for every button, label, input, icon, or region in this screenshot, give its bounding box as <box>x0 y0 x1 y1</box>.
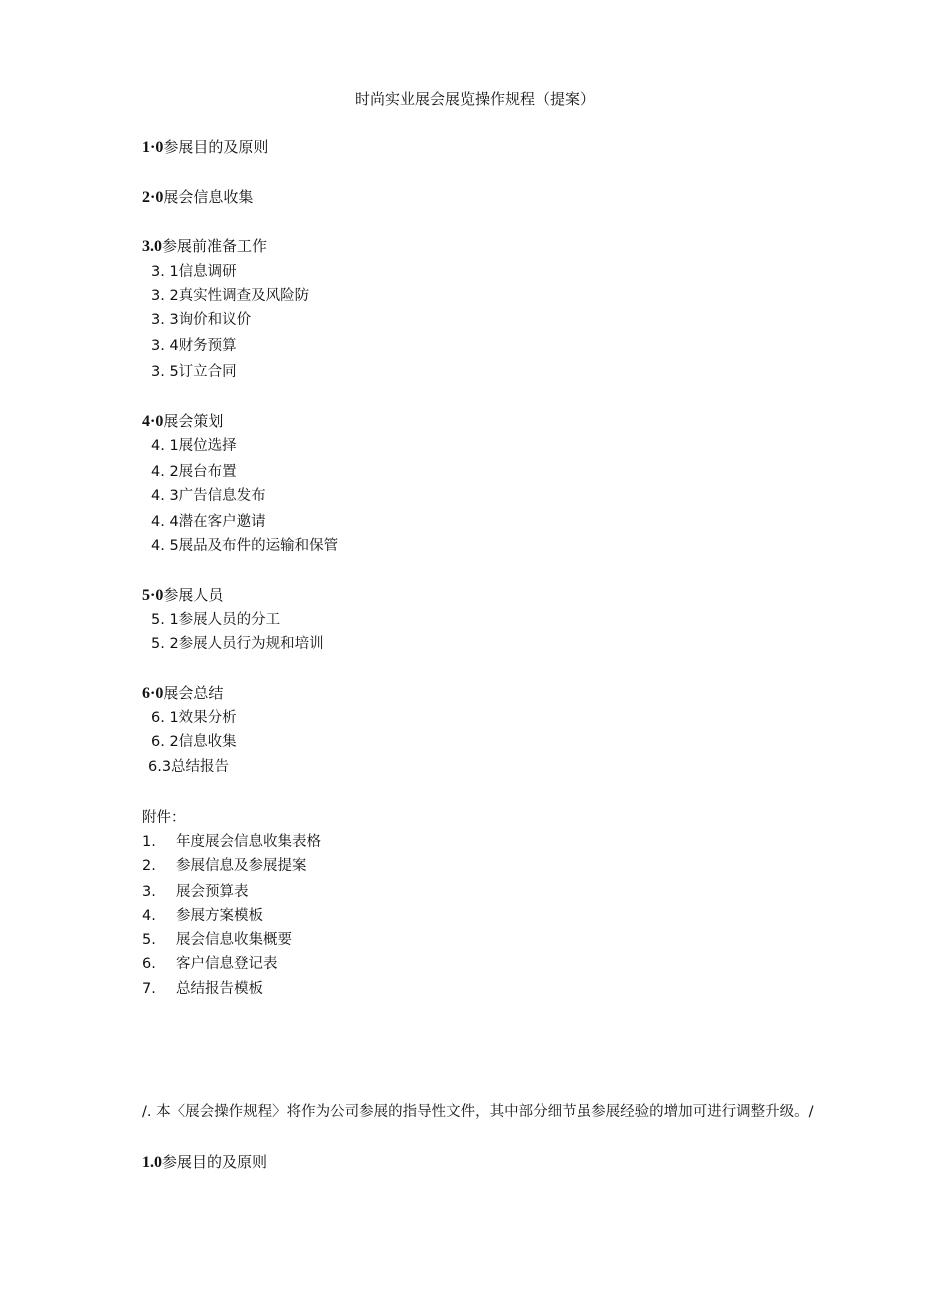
toc-item: 3. 3询价和议价 <box>151 312 252 328</box>
toc-heading-5-label: 参展人员 <box>163 586 224 604</box>
attachment-label: 总结报告模板 <box>176 981 263 997</box>
toc-heading-3 <box>142 236 267 257</box>
attachment-number: 6. <box>142 956 156 972</box>
toc-item: 3. 4财务预算 <box>151 338 237 354</box>
toc-heading-2 <box>142 187 253 208</box>
attachments-heading: 附件： <box>142 810 186 826</box>
attachment-label: 参展信息及参展提案 <box>176 858 307 874</box>
toc-heading-5-number: 5·0 <box>142 587 164 604</box>
toc-heading-5 <box>142 585 223 606</box>
toc-heading-3-number: 3.0 <box>142 238 162 255</box>
attachment-number: 1. <box>142 834 156 850</box>
toc-heading-6-number: 6·0 <box>142 685 164 702</box>
attachment-item <box>142 930 292 950</box>
toc-heading-4 <box>142 411 223 432</box>
toc-item: 5. 1参展人员的分工 <box>151 612 281 628</box>
toc-item: 6. 1效果分析 <box>151 710 237 726</box>
toc-item: 3. 1信息调研 <box>151 264 237 280</box>
attachment-number: 4. <box>142 908 156 924</box>
toc-heading-1 <box>142 137 268 158</box>
toc-heading-6 <box>142 683 223 704</box>
toc-item: 4. 4潜在客户邀请 <box>151 514 266 530</box>
toc-heading-4-label: 展会策划 <box>163 412 224 430</box>
toc-heading-2-label: 展会信息收集 <box>163 188 254 206</box>
toc-item: 4. 1展位选择 <box>151 438 237 454</box>
toc-item: 6. 2信息收集 <box>151 734 237 750</box>
toc-heading-1-number: 1·0 <box>142 139 164 156</box>
toc-heading-4-number: 4·0 <box>142 413 164 430</box>
toc-heading-2-number: 2·0 <box>142 189 164 206</box>
intro-note: /. 本〈展会操作规程〉将作为公司参展的指导性文件，其中部分细节虽参展经验的增加可进行调整升级。/ <box>142 1104 814 1120</box>
toc-heading-3-label: 参展前准备工作 <box>162 237 268 255</box>
toc-item: 6.3总结报告 <box>148 759 230 775</box>
toc-item: 3. 5订立合同 <box>151 364 237 380</box>
section-heading-1-number: 1.0 <box>142 1154 162 1171</box>
toc-item: 4. 3广告信息发布 <box>151 488 266 504</box>
document-title: 时尚实业展会展览操作规程（提案） <box>354 90 595 108</box>
attachment-item <box>142 882 249 902</box>
attachment-number: 2. <box>142 858 156 874</box>
attachment-label: 客户信息登记表 <box>176 956 278 972</box>
attachment-item <box>142 832 321 852</box>
attachment-item <box>142 856 307 876</box>
attachment-label: 参展方案模板 <box>176 908 263 924</box>
attachment-label: 年度展会信息收集表格 <box>176 834 321 850</box>
toc-item: 5. 2参展人员行为规和培训 <box>151 636 324 652</box>
attachment-number: 5. <box>142 932 156 948</box>
attachment-number: 7. <box>142 981 156 997</box>
attachment-item <box>142 979 263 999</box>
attachment-item <box>142 954 278 974</box>
attachment-label: 展会信息收集概要 <box>176 932 292 948</box>
toc-item: 4. 5展品及布件的运输和保管 <box>151 538 339 554</box>
attachment-item <box>142 906 263 926</box>
section-heading-1 <box>142 1152 267 1173</box>
toc-item: 3. 2真实性调查及风险防 <box>151 288 310 304</box>
toc-heading-6-label: 展会总结 <box>163 684 224 702</box>
toc-heading-1-label: 参展目的及原则 <box>163 138 269 156</box>
toc-item: 4. 2展台布置 <box>151 464 237 480</box>
attachment-label: 展会预算表 <box>176 884 249 900</box>
section-heading-1-label: 参展目的及原则 <box>162 1153 268 1171</box>
attachment-number: 3. <box>142 884 156 900</box>
